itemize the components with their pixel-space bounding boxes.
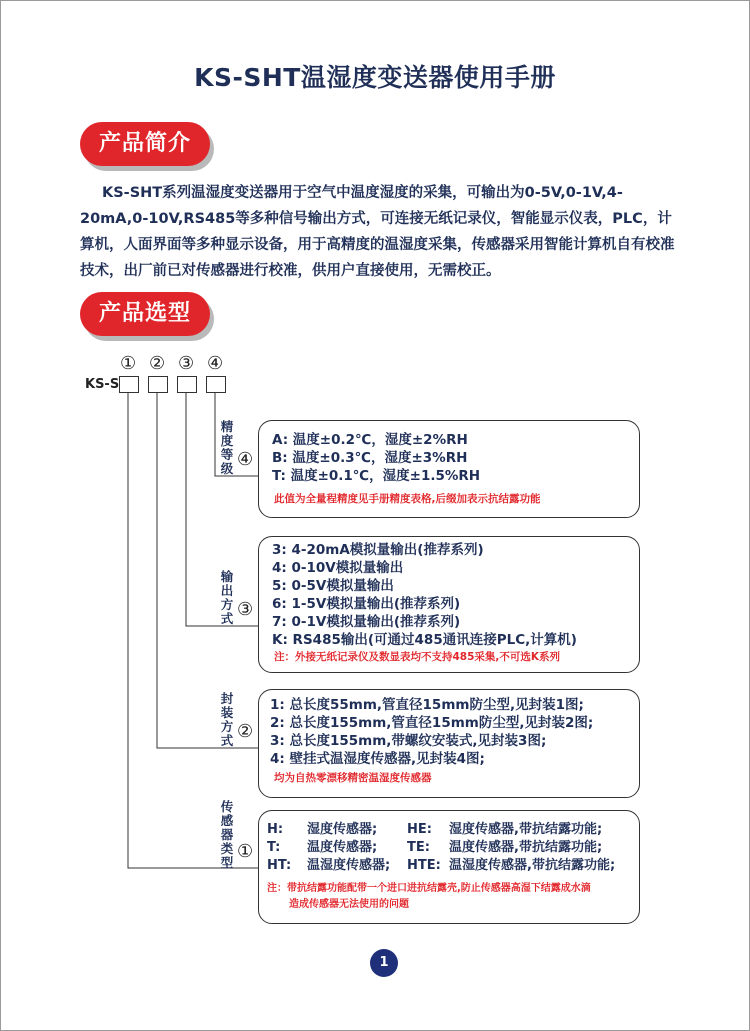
sensor-box bbox=[258, 810, 640, 924]
label-package: 封 装 方 式 bbox=[220, 691, 234, 748]
sensor-note-1: 注：带抗结露功能配带一个进口进抗结露壳,防止传感器高湿下结露成水滴 bbox=[267, 883, 591, 894]
position-marker-3: ③ bbox=[178, 353, 195, 374]
label-output: 输 出 方 式 bbox=[220, 569, 234, 626]
section-badge-intro: 产品简介 bbox=[80, 122, 210, 166]
package-line-1: 1: 总长度55mm,管直径15mm防尘型,见封装1图; bbox=[270, 697, 584, 713]
output-line-k: K: RS485输出(可通过485通讯连接PLC,计算机) bbox=[272, 632, 577, 648]
sensor-note-2: 造成传感器无法使用的问题 bbox=[289, 899, 409, 910]
output-note: 注：外接无纸记录仪及数显表均不支持485采集,不可选K系列 bbox=[274, 651, 561, 663]
accuracy-line-a: A: 温度±0.2℃，湿度±2%RH bbox=[272, 432, 468, 448]
package-note: 均为自热零漂移精密温湿度传感器 bbox=[274, 772, 432, 784]
package-box bbox=[258, 689, 640, 798]
sensor-row-t: T: 温度传感器; TE: 温度传感器,带抗结露功能; bbox=[267, 840, 603, 855]
position-marker-4: ④ bbox=[207, 353, 224, 374]
accuracy-note: 此值为全量程精度见手册精度表格,后缀加表示抗结露功能 bbox=[274, 493, 541, 505]
output-line-4: 4: 0-10V模拟量输出 bbox=[272, 560, 404, 576]
sensor-row-h: H: 湿度传感器; HE: 湿度传感器,带抗结露功能; bbox=[267, 822, 603, 837]
label-package-num: ② bbox=[237, 721, 254, 742]
accuracy-line-t: T: 温度±0.1℃，湿度±1.5%RH bbox=[272, 468, 481, 484]
output-line-6: 6: 1-5V模拟量输出(推荐系列) bbox=[272, 596, 461, 612]
label-accuracy-num: ④ bbox=[237, 449, 254, 470]
package-line-3: 3: 总长度155mm,带螺纹安装式,见封装3图; bbox=[270, 733, 547, 749]
output-box bbox=[258, 536, 640, 673]
page-number: 1 bbox=[370, 949, 398, 977]
output-line-3: 3: 4-20mA模拟量输出(推荐系列) bbox=[272, 542, 484, 558]
intro-text: KS-SHT系列温湿度变送器用于空气中温度湿度的采集，可输出为0-5V,0-1V,4-20mA,0-10V,RS485等多种信号输出方式，可连接无纸记录仪，智能显示仪表，PLC，计算机，人面界面等多种显示设备，用于高精度的温湿度采集，传感器采用智能计算机自有校准技术，出厂前已对传感器进行校准，供用户直接使用，无需校正。 bbox=[80, 185, 675, 279]
sensor-row-ht: HT: 温湿度传感器; HTE: 温湿度传感器,带抗结露功能; bbox=[267, 858, 616, 873]
label-sensor-type: 传 感 器 类 型 bbox=[220, 799, 234, 870]
package-line-4: 4: 壁挂式温湿度传感器,见封装4图; bbox=[270, 751, 485, 767]
section-badge-selection: 产品选型 bbox=[80, 292, 210, 336]
connector-2 bbox=[157, 393, 258, 748]
position-marker-1: ① bbox=[120, 353, 137, 374]
label-sensor-num: ① bbox=[237, 841, 254, 862]
output-line-5: 5: 0-5V模拟量输出 bbox=[272, 578, 394, 594]
label-accuracy: 精 度 等 级 bbox=[220, 419, 234, 476]
model-prefix: KS-S bbox=[85, 377, 120, 392]
accuracy-box bbox=[258, 420, 640, 518]
output-line-7: 7: 0-1V模拟量输出(推荐系列) bbox=[272, 614, 461, 630]
package-line-2: 2: 总长度155mm,管直径15mm防尘型,见封装2图; bbox=[270, 715, 594, 731]
accuracy-line-b: B: 温度±0.3℃，湿度±3%RH bbox=[272, 450, 468, 466]
label-output-num: ③ bbox=[237, 599, 254, 620]
page-title: KS-SHT温湿度变送器使用手册 bbox=[194, 63, 556, 92]
position-marker-2: ② bbox=[149, 353, 166, 374]
